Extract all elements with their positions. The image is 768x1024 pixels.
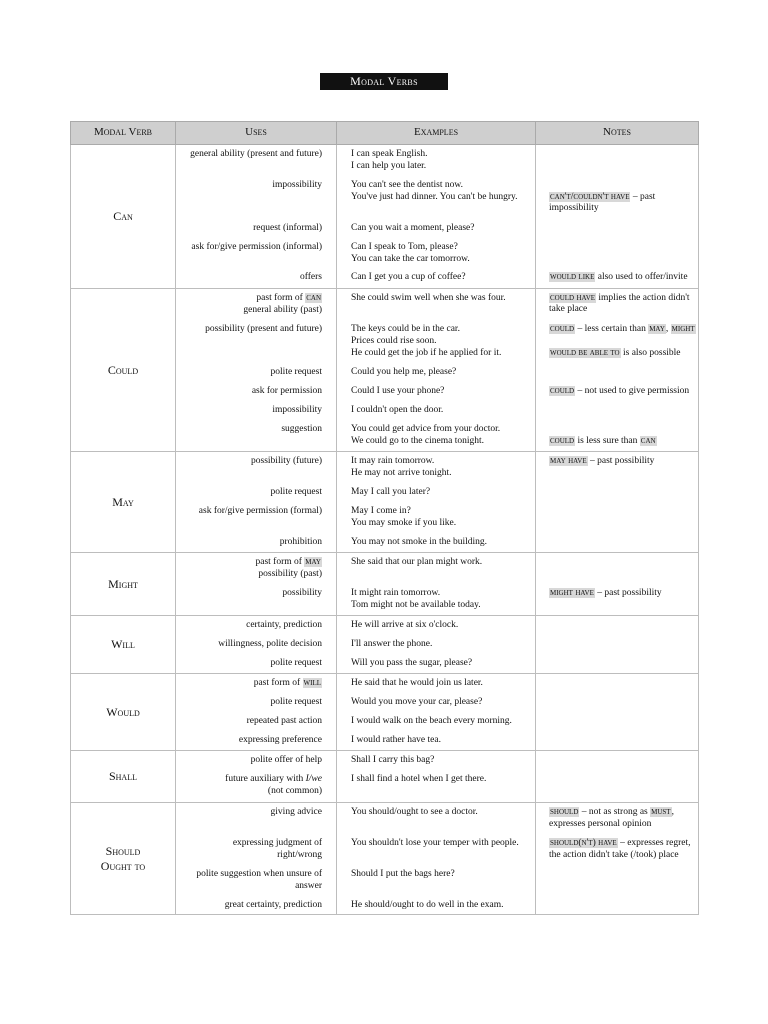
row-could bbox=[71, 289, 699, 452]
header-notes: Notes bbox=[536, 122, 699, 145]
use-item: general ability (present and future) bbox=[190, 149, 322, 159]
row-may bbox=[71, 452, 699, 553]
example-item: Can I speak to Tom, please? bbox=[351, 242, 458, 252]
note-item: could have implies the action didn't take place bbox=[549, 293, 690, 315]
row-should bbox=[71, 803, 699, 915]
verb-can: Can bbox=[71, 145, 176, 289]
use-item: polite request bbox=[270, 487, 322, 497]
use-item: repeated past action bbox=[246, 716, 322, 726]
row-shall bbox=[71, 751, 699, 803]
use-item: impossibility bbox=[272, 180, 322, 190]
use-item: past form of may bbox=[255, 557, 321, 567]
example-item: I couldn't open the door. bbox=[351, 405, 444, 415]
example-item: We could go to the cinema tonight. bbox=[351, 436, 484, 446]
use-item: polite request bbox=[270, 697, 322, 707]
use-item: possibility bbox=[282, 588, 322, 598]
example-item: You shouldn't lose your temper with people. bbox=[351, 838, 519, 848]
use-item: ask for/give permission (informal) bbox=[191, 242, 322, 252]
example-item: Could you help me, please? bbox=[351, 367, 457, 377]
use-item: prohibition bbox=[279, 537, 322, 547]
use-item: request (informal) bbox=[253, 223, 322, 233]
header-uses: Uses bbox=[176, 122, 337, 145]
note-item: should(n't) have – expresses regret, bbox=[550, 838, 691, 848]
verb-will: Will bbox=[71, 616, 176, 674]
use-item: ask for/give permission (formal) bbox=[198, 506, 322, 516]
example-item: You should/ought to see a doctor. bbox=[351, 807, 478, 817]
row-can bbox=[71, 145, 699, 289]
note-item: might have – past possibility bbox=[550, 588, 662, 598]
verb-might: Might bbox=[71, 553, 176, 616]
example-item: The keys could be in the car. bbox=[351, 324, 460, 334]
example-item: May I come in? bbox=[351, 506, 411, 516]
example-item: Should I put the bags here? bbox=[351, 869, 455, 879]
note-item: expresses personal opinion bbox=[549, 819, 652, 829]
use-item: past form of will bbox=[253, 678, 321, 688]
note-item: would be able to is also possible bbox=[550, 348, 681, 358]
header-modal-verb: Modal Verb bbox=[71, 122, 176, 145]
row-might bbox=[71, 553, 699, 616]
use-item: giving advice bbox=[270, 807, 322, 817]
use-item: great certainty, prediction bbox=[224, 900, 322, 910]
use-item: (not common) bbox=[267, 786, 322, 796]
example-item: Tom might not be available today. bbox=[351, 600, 481, 610]
example-item: He said that he would join us later. bbox=[351, 678, 483, 688]
use-item: suggestion bbox=[281, 424, 322, 434]
note-keyword: could have bbox=[550, 293, 596, 303]
example-item: Prices could rise soon. bbox=[351, 336, 437, 346]
example-item: I can help you later. bbox=[351, 161, 427, 171]
verb-could: Could bbox=[71, 289, 176, 452]
verb-would: Would bbox=[71, 674, 176, 751]
use-item: ask for permission bbox=[251, 386, 322, 396]
use-item: right/wrong bbox=[277, 850, 322, 860]
example-item: You've just had dinner. You can't be hungry. bbox=[351, 192, 518, 202]
use-item: impossibility bbox=[272, 405, 322, 415]
example-item: May I call you later? bbox=[351, 487, 431, 497]
example-item: It may rain tomorrow. bbox=[351, 456, 435, 466]
example-item: Can you wait a moment, please? bbox=[351, 223, 475, 233]
use-item: past form of can bbox=[256, 293, 321, 303]
use-item: polite suggestion when unsure of bbox=[196, 869, 322, 879]
example-item: You could get advice from your doctor. bbox=[351, 424, 501, 434]
verb-should: Should Ought to bbox=[71, 803, 176, 915]
note-item: could – not used to give permission bbox=[550, 386, 690, 396]
use-item: expressing judgment of bbox=[232, 838, 322, 848]
example-item: Could I use your phone? bbox=[351, 386, 445, 396]
example-item: He will arrive at six o'clock. bbox=[351, 620, 459, 630]
example-item: You may smoke if you like. bbox=[351, 518, 457, 528]
example-item: She could swim well when she was four. bbox=[351, 293, 506, 303]
use-item: certainty, prediction bbox=[246, 620, 322, 630]
row-would bbox=[71, 674, 699, 751]
header-examples: Examples bbox=[337, 122, 536, 145]
note-item: would like also used to offer/invite bbox=[550, 272, 688, 282]
modal-verbs-table bbox=[70, 121, 699, 915]
example-item: Would you move your car, please? bbox=[351, 697, 483, 707]
use-item: offers bbox=[300, 272, 322, 282]
row-will bbox=[71, 616, 699, 674]
example-item: I can speak English. bbox=[351, 149, 428, 159]
use-item: general ability (past) bbox=[243, 305, 322, 315]
example-item: He may not arrive tonight. bbox=[351, 468, 452, 478]
example-item: She said that our plan might work. bbox=[351, 557, 483, 567]
example-item: He could get the job if he applied for it. bbox=[351, 348, 502, 358]
example-item: Can I get you a cup of coffee? bbox=[351, 272, 466, 282]
use-item: expressing preference bbox=[238, 735, 322, 745]
example-item: Will you pass the sugar, please? bbox=[351, 658, 473, 668]
use-item: polite request bbox=[270, 367, 322, 377]
use-item: answer bbox=[295, 881, 322, 891]
example-item: Shall I carry this bag? bbox=[351, 755, 435, 765]
note-item: may have – past possibility bbox=[550, 456, 655, 466]
verb-shall: Shall bbox=[71, 751, 176, 803]
use-item: possibility (present and future) bbox=[205, 324, 322, 334]
example-item: It might rain tomorrow. bbox=[351, 588, 441, 598]
verb-may: May bbox=[71, 452, 176, 553]
example-item: I shall find a hotel when I get there. bbox=[351, 774, 487, 784]
example-item: He should/ought to do well in the exam. bbox=[351, 900, 504, 910]
use-item: polite offer of help bbox=[250, 755, 322, 765]
example-item: I'll answer the phone. bbox=[351, 639, 433, 649]
use-item: possibility (future) bbox=[251, 456, 322, 466]
example-item: You can't see the dentist now. bbox=[351, 180, 464, 190]
use-item: possibility (past) bbox=[258, 569, 322, 579]
example-item: I would rather have tea. bbox=[351, 735, 441, 745]
use-item: future auxiliary with I/we bbox=[225, 774, 322, 784]
note-item: can't/couldn't have – past impossibility bbox=[549, 192, 656, 214]
header-row bbox=[71, 122, 699, 145]
note-item: should – not as strong as must, bbox=[550, 807, 674, 817]
example-item: You can take the car tomorrow. bbox=[351, 254, 470, 264]
note-item: could – less certain than may, might bbox=[550, 324, 695, 334]
use-item: polite request bbox=[270, 658, 322, 668]
note-item: could is less sure than can bbox=[550, 436, 656, 446]
note-item: the action didn't take (/took) place bbox=[549, 850, 679, 860]
example-item: You may not smoke in the building. bbox=[351, 537, 487, 547]
page-title: Modal Verbs bbox=[320, 73, 448, 90]
use-item: willingness, polite decision bbox=[218, 639, 322, 649]
example-item: I would walk on the beach every morning. bbox=[351, 716, 512, 726]
note-keyword: can't/couldn't have bbox=[550, 192, 630, 202]
note-keyword: would like bbox=[550, 272, 595, 282]
